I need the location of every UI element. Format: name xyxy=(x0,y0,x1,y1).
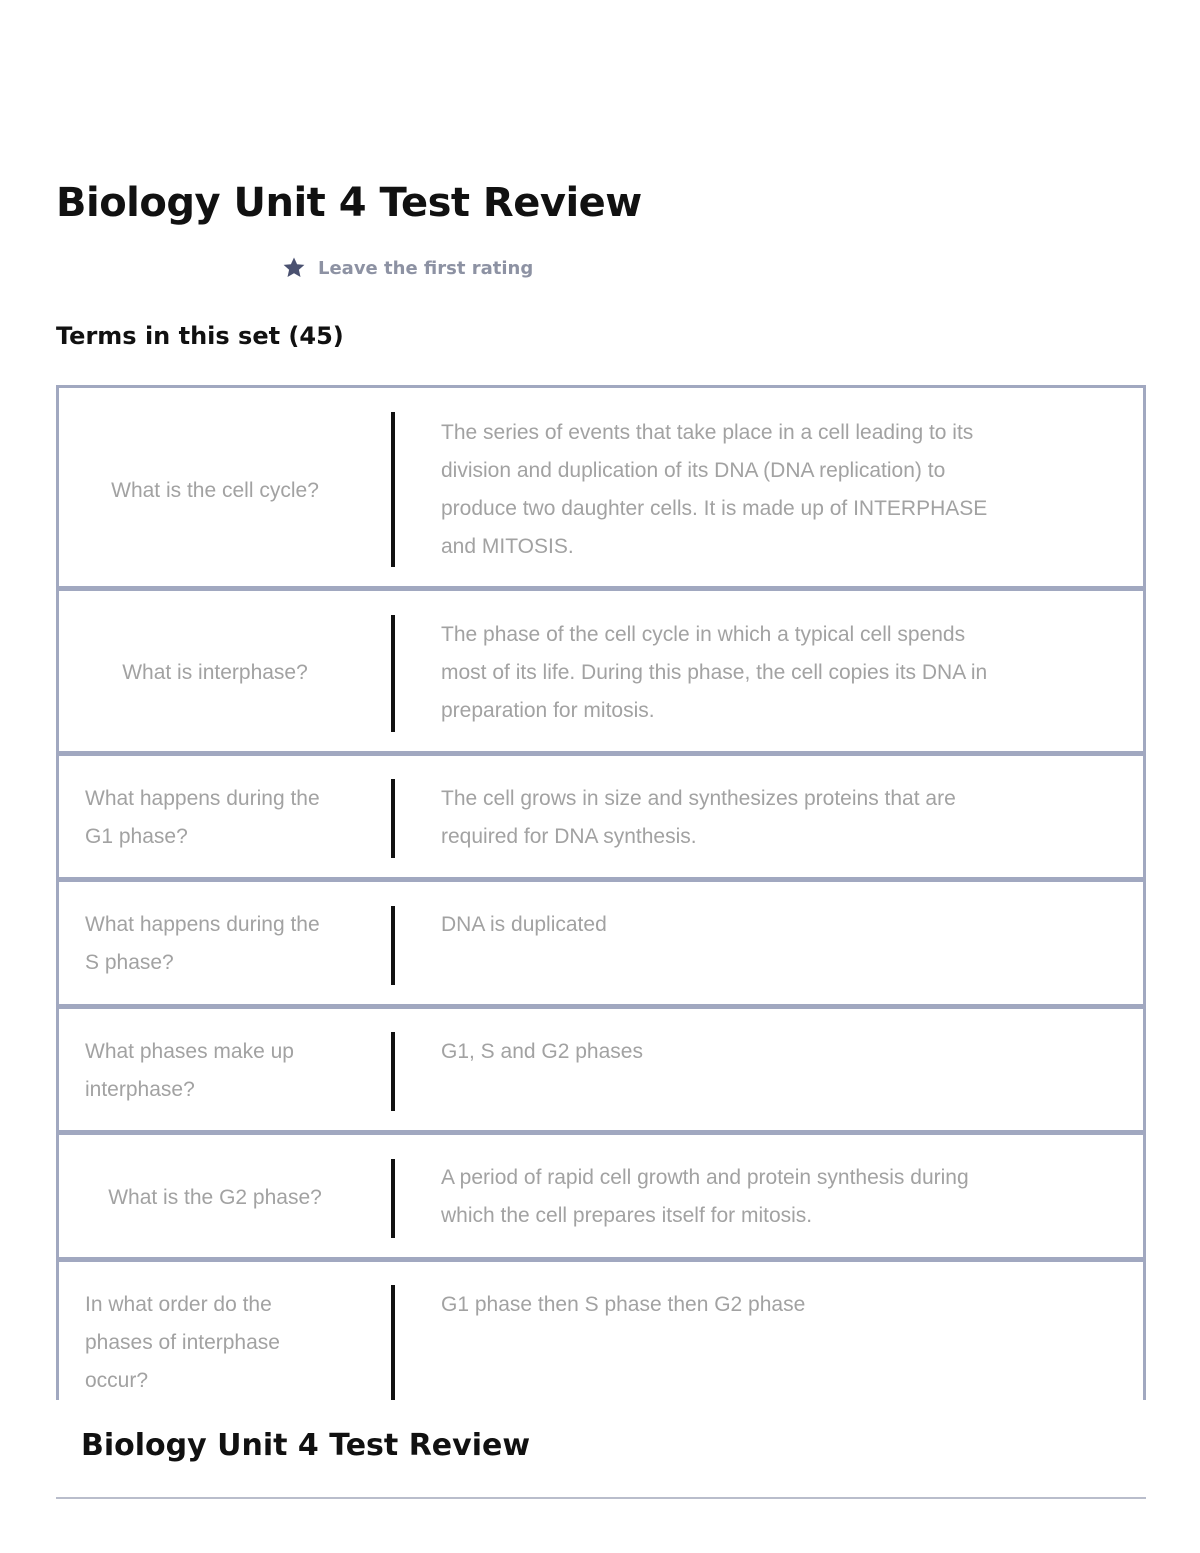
term-text: What is interphase? xyxy=(122,661,308,684)
terms-list xyxy=(56,385,1146,1400)
card-divider xyxy=(391,412,395,567)
term-card xyxy=(56,1006,1146,1133)
set-title: Biology Unit 4 Test Review xyxy=(56,180,642,226)
definition-text: G1, S and G2 phases xyxy=(441,1040,643,1063)
rating-link[interactable] xyxy=(282,256,533,280)
definition-text: DNA is duplicated xyxy=(441,913,607,936)
term-card xyxy=(56,879,1146,1007)
term-card xyxy=(56,1132,1146,1260)
term-text: What happens during the G1 phase? xyxy=(85,787,320,848)
definition-text: The phase of the cell cycle in which a typical cell spends most of its life. During this phase, the cell copies its DNA in preparation for mitosis. xyxy=(441,623,988,722)
card-divider xyxy=(391,1032,395,1111)
terms-count-heading: Terms in this set (45) xyxy=(56,322,344,350)
card-divider xyxy=(391,1285,395,1400)
footer-divider xyxy=(56,1497,1146,1499)
term-text: What phases make up interphase? xyxy=(85,1040,294,1101)
card-divider xyxy=(391,1159,395,1238)
star-icon xyxy=(282,256,306,280)
term-card xyxy=(56,385,1146,589)
card-divider xyxy=(391,779,395,858)
term-card xyxy=(56,753,1146,880)
term-card xyxy=(56,588,1146,754)
card-divider xyxy=(391,906,395,985)
rating-label: Leave the first rating xyxy=(318,257,534,279)
term-text: What happens during the S phase? xyxy=(85,913,320,974)
card-divider xyxy=(391,615,395,732)
definition-text: The cell grows in size and synthesizes proteins that are required for DNA synthesis. xyxy=(441,787,956,848)
footer-set-title: Biology Unit 4 Test Review xyxy=(81,1428,531,1463)
term-text: What is the G2 phase? xyxy=(108,1186,322,1209)
term-text: What is the cell cycle? xyxy=(111,479,319,502)
term-card xyxy=(56,1259,1146,1400)
definition-text: The series of events that take place in a cell leading to its division and duplication of its DNA (DNA replication) to produce two daughter cells. It is made up of INTERPHASE and MITOSIS. xyxy=(441,421,988,558)
definition-text: A period of rapid cell growth and protein synthesis during which the cell prepares itself for mitosis. xyxy=(441,1166,969,1227)
term-text: In what order do the phases of interphase occur? xyxy=(85,1293,280,1392)
definition-text: G1 phase then S phase then G2 phase xyxy=(441,1293,806,1316)
